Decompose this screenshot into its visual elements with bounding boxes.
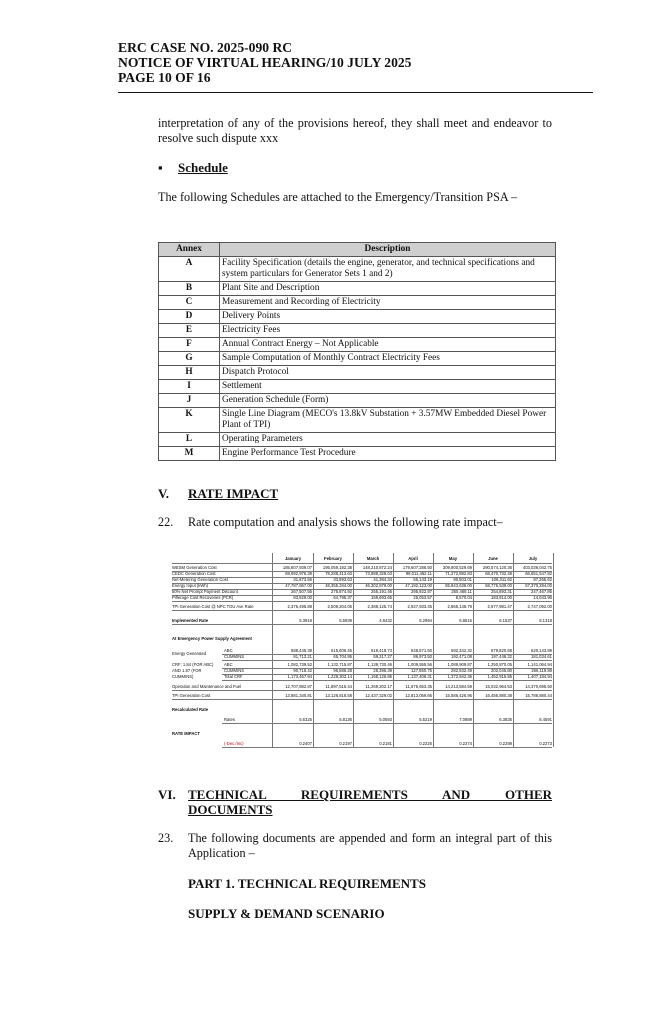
crf-row-value: 202,045.80 (491, 668, 512, 673)
rate-impact-table (172, 553, 552, 765)
rate-row-label: Energy Input (kWh) (172, 583, 209, 588)
schedule-heading: Schedule (178, 160, 228, 175)
table-rule (353, 553, 354, 747)
energy-row-value: 620,143.89 (531, 648, 552, 653)
implemented-rate-row-value: 6.8615 (459, 618, 472, 623)
table-row (159, 310, 556, 324)
table-rule (272, 553, 273, 563)
rate-row-value: 57,370,284.00 (525, 583, 552, 588)
energy-generated-label: Energy Generated (172, 651, 207, 656)
energy-row-value: 619,418.73 (371, 648, 392, 653)
month-header: May (448, 556, 458, 561)
crf-row-value: 1,132,715.87 (327, 662, 352, 667)
rate-row-value: 69,992,976.39 (285, 571, 312, 576)
rates-row-value: 8.4591 (539, 717, 552, 722)
tpi-gen-row-value: 2,747,092.00 (527, 604, 552, 609)
energy-row-value: 181,034.61 (531, 654, 552, 659)
rate-row-value: 148,210,872.24 (362, 565, 392, 570)
para-22-text: Rate computation and analysis shows the following rate impact– (188, 515, 503, 529)
implemented-rate-row-value: 4.8432 (379, 618, 392, 623)
rate-row-value: 41,384.34 (373, 577, 392, 582)
crf-sub-label: CUMMINS (224, 668, 245, 673)
rate-row-value: 275,874.92 (331, 589, 352, 594)
energy-row-value: 81,713.21 (293, 654, 312, 659)
annex-letter: G (159, 352, 220, 366)
om-row-value: 14,213,584.59 (445, 684, 472, 689)
table-row (159, 366, 556, 380)
rate-row-value: 255,191.46 (371, 589, 392, 594)
annex-letter: E (159, 324, 220, 338)
supply-demand-heading: SUPPLY & DEMAND SCENARIO (188, 906, 385, 921)
recalc-title: Recalculated Rate (172, 707, 209, 712)
rate-row-value: 185,607,939.07 (282, 565, 312, 570)
section-vi-number: VI. (158, 787, 176, 802)
impact-row-value: 0.2407 (299, 741, 312, 746)
rate-row-value: 31,673.56 (293, 577, 312, 582)
annex-table (158, 242, 556, 461)
rate-row-value: 309,800,529.69 (442, 565, 472, 570)
table-row (159, 338, 556, 352)
crf-row-value: 1,407,184.94 (527, 674, 552, 679)
table-rule (272, 563, 273, 747)
crf-row-value: 1,137,406.31 (407, 674, 432, 679)
impact-row-value: 0.2298 (499, 741, 512, 746)
annex-letter: D (159, 310, 220, 324)
annex-letter: F (159, 338, 220, 352)
crf-row-value: 1,372,842.36 (447, 674, 472, 679)
rate-row-value: 55,843,636.00 (445, 583, 472, 588)
annex-description: Generation Schedule (Form) (220, 394, 556, 408)
table-row (159, 257, 556, 282)
energy-row-value: 615,606.45 (331, 648, 352, 653)
rate-row-value: 33,893.63 (333, 577, 352, 582)
tpi-total-row-label: TPI Generation Cost (172, 693, 211, 698)
month-header: February (324, 556, 342, 561)
rate-row-value: 25,053.57 (413, 595, 432, 600)
rate-row-value: 58,775,539.00 (485, 583, 512, 588)
crf-row-value: 28,396.39 (373, 668, 392, 673)
om-row-value: 11,897,516.44 (325, 684, 352, 689)
section-v-number: V. (158, 486, 169, 501)
intro-paragraph: interpretation of any of the provisions hereof, they shall meet and endeavor to resolve such dispute xxx (158, 116, 552, 145)
crf-row-value: 96,586.28 (333, 668, 352, 673)
rate-row-value: 403,036,042.75 (522, 565, 552, 570)
rate-row-label: 50% Net Prompt Payment Discount (172, 589, 238, 594)
rate-row-value: 68,470,732.49 (485, 571, 512, 576)
rate-row-value: 195,059,182.38 (322, 565, 352, 570)
tpi-gen-row-value: 2,977,981.47 (487, 604, 512, 609)
para-23-text: The following documents are appended and form an integral part of this Application – (188, 831, 552, 860)
tpi-gen-row-value: 2,927,933.45 (407, 604, 432, 609)
epsa-title: At Emergency Power Supply Agreement (172, 636, 252, 641)
annex-letter: K (159, 408, 220, 433)
tpi-total-row-value: 12,437,329.02 (365, 693, 392, 698)
annex-description: Sample Computation of Monthly Contract Electricity Fees (220, 352, 556, 366)
tpi-total-row-value: 13,881,340.81 (285, 693, 312, 698)
rate-row-value: 46,302,879.00 (365, 583, 392, 588)
section-v-title: RATE IMPACT (188, 486, 279, 501)
rate-row-value: 97,265.62 (533, 577, 552, 582)
rate-row-value: 260,468.11 (451, 589, 472, 594)
crf-row-value: 1,139,730.46 (367, 662, 392, 667)
rate-row-value: 295,922.87 (411, 589, 432, 594)
schedule-text: The following Schedules are attached to the Emergency/Transition PSA – (158, 190, 518, 204)
energy-sub-label: CUMMINS (224, 654, 245, 659)
page-number: PAGE 10 OF 16 (118, 70, 211, 85)
crf-row-value: 1,173,457.94 (287, 674, 312, 679)
annex-letter: M (159, 447, 220, 461)
rate-row-value: 64,795.37 (333, 595, 352, 600)
annex-letter: B (159, 282, 220, 296)
table-rule (172, 601, 552, 602)
rate-row-value: 48,355,344.00 (325, 583, 352, 588)
energy-row-value: 548,671.50 (411, 648, 432, 653)
table-rule (553, 553, 554, 747)
annex-letter: I (159, 380, 220, 394)
implemented-rate-row-value: 8.1318 (539, 618, 552, 623)
tpi-gen-row-label: TPI Generation Cost @ NPC TOU Ave Rate (172, 604, 254, 609)
rate-row-value: 247,467.85 (531, 589, 552, 594)
rate-row-value: 90,503.01 (453, 577, 472, 582)
table-row (159, 380, 556, 394)
table-rule (313, 553, 314, 747)
crf-row-value: 1,168,126.85 (367, 674, 392, 679)
table-rule (172, 610, 552, 611)
table-rule (172, 563, 552, 564)
tpi-total-row-value: 12,813,059.66 (405, 693, 432, 698)
om-row-value: 14,370,695.50 (525, 684, 552, 689)
hearing-notice: NOTICE OF VIRTUAL HEARING/10 JULY 2025 (118, 55, 412, 70)
annex-table-header (159, 243, 556, 257)
crf-row-value: 1,141,064.94 (527, 662, 552, 667)
energy-sub-label: ABC (224, 648, 233, 653)
energy-row-value: 679,820.68 (491, 648, 512, 653)
impact-row-value: 0.2225 (419, 741, 432, 746)
rate-row-value: 290,574,120.36 (482, 565, 512, 570)
impact-row-value: 0.2181 (379, 741, 392, 746)
crf-sub-label: ABC (224, 662, 233, 667)
implemented-rate-row-value: 5.5939 (339, 618, 352, 623)
impact-row-value: 0.2273 (539, 741, 552, 746)
annex-description: Electricity Fees (220, 324, 556, 338)
crf-row-value: 282,932.49 (451, 668, 472, 673)
crf-row-value: 90,718.42 (293, 668, 312, 673)
annex-letter: C (159, 296, 220, 310)
rate-row-value: 267,507.55 (291, 589, 312, 594)
om-row-value: 11,269,202.17 (365, 684, 392, 689)
energy-row-value: 86,973.50 (413, 654, 432, 659)
crf-row-value: 1,009,555.56 (407, 662, 432, 667)
rate-row-value: 78,288,413.63 (325, 571, 352, 576)
rate-row-value: 254,893.31 (491, 589, 512, 594)
tpi-total-row-value: 13,126,818.58 (325, 693, 352, 698)
tpi-gen-row-value: 2,865,146.79 (447, 604, 472, 609)
crf-row-value: 266,119.89 (531, 668, 552, 673)
energy-row-value: 192,471.08 (451, 654, 472, 659)
tpi-total-row-value: 15,786,880.44 (525, 693, 552, 698)
rates-row-value: 6.3835 (499, 717, 512, 722)
rate-row-value: 66,651,547.82 (525, 571, 552, 576)
rate-row-value: 14,043.96 (533, 595, 552, 600)
rate-row-value: 83,929.00 (293, 595, 312, 600)
rate-row-value: 179,607,286.50 (402, 565, 432, 570)
table-row (159, 296, 556, 310)
crf-row-value: 1,229,302.14 (327, 674, 352, 679)
rate-row-value: 65,143.19 (413, 577, 432, 582)
rate-row-label: CEDC Generation Cost (172, 571, 216, 576)
table-rule (433, 553, 434, 747)
annex-description: Settlement (220, 380, 556, 394)
impact-row-value: 0.2274 (459, 741, 472, 746)
annex-description: Facility Specification (details the engine, generator, and technical specifications and system particulars for Generator Sets 1 and 2) (220, 257, 556, 282)
crf-row-value: 127,850.75 (411, 668, 432, 673)
energy-row-value: 588,445.39 (291, 648, 312, 653)
annex-letter: J (159, 394, 220, 408)
tpi-total-row-value: 15,586,426.95 (445, 693, 472, 698)
month-header: June (488, 556, 498, 561)
om-row-value: 15,032,964.53 (485, 684, 512, 689)
rate-row-value: 159,693.65 (371, 595, 392, 600)
annex-description: Plant Site and Description (220, 282, 556, 296)
table-row (159, 324, 556, 338)
rate-row-value: 183,914.00 (491, 595, 512, 600)
month-header: July (528, 556, 538, 561)
rates-row-value: 5.6325 (299, 717, 312, 722)
rates-row-value: 5.5219 (419, 717, 432, 722)
para-23-number: 23. (158, 831, 174, 845)
rates-row-label: Rates (224, 717, 235, 722)
impact-row-value: 0.2197 (339, 741, 352, 746)
om-row-value: 11,675,653.35 (405, 684, 432, 689)
section-vi-title-line2: DOCUMENTS (188, 802, 273, 817)
energy-row-value: 65,704.95 (333, 654, 352, 659)
rate-row-value: 98,011,462.11 (405, 571, 432, 576)
rate-row-value: 73,989,328.03 (365, 571, 392, 576)
crf-row-value: 1,082,739.52 (287, 662, 312, 667)
section-vi-title-line1: TECHNICAL REQUIREMENTS AND OTHER (188, 787, 552, 802)
table-rule (393, 553, 394, 747)
table-row (159, 282, 556, 296)
annex-column-header: Annex (159, 243, 220, 257)
om-row-value: 12,707,882.87 (285, 684, 312, 689)
energy-row-value: 592,342.32 (451, 648, 472, 653)
crf-label: AND 1.87 (FOR (172, 668, 202, 673)
annex-description: Single Line Diagram (MECO's 13.8kV Substation + 3.57MW Embedded Diesel Power Plant of TPI) (220, 408, 556, 433)
table-row (159, 352, 556, 366)
rates-row-value: 5.8136 (339, 717, 352, 722)
rate-row-label: Pilferage Cost Recoveries (PCR) (172, 595, 234, 600)
annex-description: Dispatch Protocol (220, 366, 556, 380)
crf-label: CUMMINS) (172, 674, 194, 679)
crf-row-value: 1,250,870.05 (487, 662, 512, 667)
table-rule (172, 624, 552, 625)
table-row (159, 408, 556, 433)
description-column-header: Description (220, 243, 556, 257)
implemented-rate-row-value: 5.2994 (419, 618, 432, 623)
annex-description: Delivery Points (220, 310, 556, 324)
crf-label: CRF: 1.84 (FOR ABC) (172, 662, 214, 667)
month-header: April (408, 556, 418, 561)
annex-letter: L (159, 433, 220, 447)
crf-row-value: 1,452,915.85 (487, 674, 512, 679)
rates-row-value: 5.0593 (379, 717, 392, 722)
energy-row-value: 59,317.27 (373, 654, 392, 659)
page-header (118, 40, 593, 85)
rates-row-value: 7.0889 (459, 717, 472, 722)
tpi-gen-row-value: 2,388,125.74 (367, 604, 392, 609)
table-rule (513, 553, 514, 747)
month-header: January (284, 556, 302, 561)
bullet-icon: ▪ (158, 160, 163, 175)
energy-row-value: 197,446.32 (491, 654, 512, 659)
crf-sub-label: Total CRF (224, 674, 243, 679)
tpi-gen-row-value: 2,376,495.88 (287, 604, 312, 609)
implemented-rate-row-value: 6.1537 (499, 618, 512, 623)
case-number: ERC CASE NO. 2025-090 RC (118, 40, 293, 55)
rate-row-value: 106,311.62 (491, 577, 512, 582)
annex-letter: H (159, 366, 220, 380)
table-rule (473, 553, 474, 747)
para-22-number: 22. (158, 515, 174, 529)
rate-row-value: 47,182,123.00 (405, 583, 432, 588)
annex-description: Annual Contract Energy – Not Applicable (220, 338, 556, 352)
impact-title: RATE IMPACT (172, 731, 200, 736)
annex-description: Measurement and Recording of Electricity (220, 296, 556, 310)
implemented-rate-row-label: Implemented Rate (172, 618, 209, 623)
annex-description: Operating Parameters (220, 433, 556, 447)
rate-row-value: 47,787,867.00 (285, 583, 312, 588)
table-row (159, 447, 556, 461)
month-header: March (366, 556, 380, 561)
header-rule (118, 92, 593, 93)
part-1-heading: PART 1. TECHNICAL REQUIREMENTS (188, 876, 426, 891)
annex-description: Engine Performance Test Procedure (220, 447, 556, 461)
om-row-label: Operation and Maintenance and Fuel (172, 684, 242, 689)
rate-row-label: Net-Metering Generation Cost (172, 577, 228, 582)
tpi-gen-row-value: 2,509,204.05 (327, 604, 352, 609)
rate-row-value: 8,570.04 (455, 595, 472, 600)
table-rule (172, 690, 552, 691)
annex-letter: A (159, 257, 220, 282)
table-row (159, 394, 556, 408)
impact-row-label: (-Dec./Inc) (224, 741, 244, 746)
table-rule (172, 699, 552, 700)
table-row (159, 433, 556, 447)
tpi-total-row-value: 16,485,880.38 (485, 693, 512, 698)
rate-row-label: WESM Generation Cost (172, 565, 217, 570)
rate-row-value: 71,272,892.83 (445, 571, 472, 576)
implemented-rate-row-value: 5.3918 (299, 618, 312, 623)
crf-row-value: 1,089,909.87 (447, 662, 472, 667)
